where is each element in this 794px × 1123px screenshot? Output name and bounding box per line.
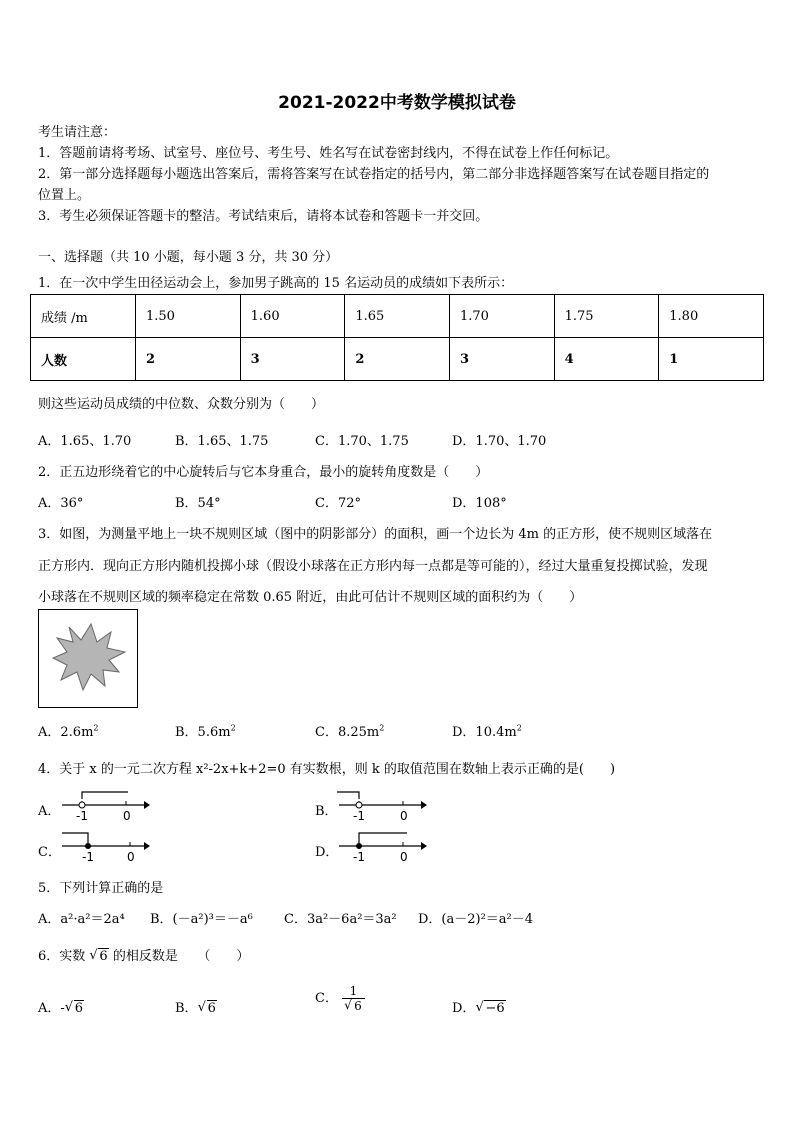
number-line-c [58, 831, 150, 865]
table-cell: 1.60 [240, 295, 345, 338]
sqrt-expression: √ 6 [89, 949, 108, 964]
option-c[interactable]: C． 1 √ 6 [315, 984, 365, 1013]
table-cell: 1 [659, 338, 764, 381]
option-a[interactable]: A． [38, 804, 61, 819]
table-cell: 2 [136, 338, 241, 381]
notice-item: 位置上。 [38, 188, 91, 203]
question-5-stem: 5．下列计算正确的是 [38, 881, 164, 896]
question-6-stem: 6．实数 √ 6 的相反数是 （ ） [38, 945, 249, 964]
irregular-region-icon [39, 610, 137, 707]
tick-label: -1 [82, 850, 94, 864]
table-cell: 2 [345, 338, 450, 381]
table-cell: 人数 [31, 338, 136, 381]
notice-item: 3．考生必须保证答题卡的整洁。考试结束后，请将本试卷和答题卡一并交回。 [38, 209, 489, 224]
option-a[interactable]: A．$2.6m^2$ [38, 723, 99, 740]
question-3-line: 正方形内．现向正方形内随机投掷小球（假设小球落在正方形内每一点都是等可能的），经过大量重复投掷试验，发现 [38, 559, 708, 574]
table-cell: 1.80 [659, 295, 764, 338]
option-a[interactable]: A．36° [38, 496, 84, 511]
table-cell: 1.70 [449, 295, 554, 338]
question-1-ask: 则这些运动员成绩的中位数、众数分别为（ ） [38, 397, 325, 412]
option-b[interactable]: B． [315, 804, 338, 819]
option-c[interactable]: C． [38, 845, 61, 860]
table-cell: 1.65 [345, 295, 450, 338]
option-b[interactable]: B．(－a²)³＝－a⁶ [150, 912, 253, 927]
option-d[interactable]: D．$10.4m^2$ [452, 723, 522, 740]
square-figure [38, 609, 138, 708]
question-4-stem: 4．关于 x 的一元二次方程 x²-2x+k+2=0 有实数根，则 k 的取值范围在数轴上表示正确的是( ) [38, 762, 616, 777]
fraction: 1 √ 6 [342, 984, 365, 1013]
tick-label: -1 [76, 809, 88, 823]
option-b[interactable]: B．√ 6 [175, 997, 217, 1016]
tick-label: 0 [127, 850, 135, 864]
option-a[interactable]: A．a²·a²＝2a⁴ [38, 912, 125, 927]
tick-label: 0 [400, 850, 408, 864]
option-d[interactable]: D．108° [452, 496, 507, 511]
table-cell: 3 [449, 338, 554, 381]
question-1-stem: 1．在一次中学生田径运动会上，参加男子跳高的 15 名运动员的成绩如下表所示： [38, 276, 514, 291]
number-line-a [58, 790, 150, 824]
question-3-line: 小球落在不规则区域的频率稳定在常数 0.65 附近，由此可估计不规则区域的面积约为（ ） [38, 590, 583, 605]
option-c[interactable]: C．3a²－6a²＝3a² [284, 912, 397, 927]
tick-label: 0 [400, 809, 408, 823]
tick-label: 0 [123, 809, 131, 823]
notice-heading: 考生请注意： [38, 125, 117, 140]
option-a[interactable]: A．-√ 6 [38, 997, 84, 1016]
table-row [31, 295, 764, 338]
question-2-stem: 2．正五边形绕着它的中心旋转后与它本身重合，最小的旋转角度数是（ ） [38, 465, 489, 480]
table-cell: 1.50 [136, 295, 241, 338]
table-cell: 4 [554, 338, 659, 381]
table-cell: 1.75 [554, 295, 659, 338]
section-heading: 一、选择题（共 10 小题，每小题 3 分，共 30 分） [38, 250, 339, 265]
option-b[interactable]: B．54° [175, 496, 221, 511]
question-3-line: 3．如图，为测量平地上一块不规则区域（图中的阴影部分）的面积，画一个边长为 4m 的正方形，使不规则区域落在 [38, 527, 713, 542]
notice-item: 1．答题前请将考场、试室号、座位号、考生号、姓名写在试卷密封线内，不得在试卷上作任何标记。 [38, 146, 619, 161]
tick-label: -1 [353, 850, 365, 864]
score-table [30, 294, 764, 381]
option-c[interactable]: C．1.70、1.75 [315, 434, 409, 449]
option-b[interactable]: B．1.65、1.75 [175, 434, 269, 449]
number-line-b [335, 790, 427, 824]
page-title: 2021-2022中考数学模拟试卷 [278, 93, 516, 113]
option-d[interactable]: D． [315, 845, 339, 860]
option-d[interactable]: D．1.70、1.70 [452, 434, 547, 449]
number-line-d [335, 831, 427, 865]
option-c[interactable]: C．72° [315, 496, 361, 511]
notice-item: 2．第一部分选择题每小题选出答案后，需将答案写在试卷指定的括号内，第二部分非选择题答案写在试卷题目指定的 [38, 167, 710, 182]
table-cell: 3 [240, 338, 345, 381]
tick-label: -1 [353, 809, 365, 823]
option-b[interactable]: B．$5.6m^2$ [175, 723, 236, 740]
table-row [31, 338, 764, 381]
option-d[interactable]: D．√ −6 [452, 997, 506, 1016]
option-c[interactable]: C．$8.25m^2$ [315, 723, 385, 740]
table-cell: 成绩 /m [31, 295, 136, 338]
option-d[interactable]: D．(a－2)²＝a²－4 [418, 912, 534, 927]
option-a[interactable]: A．1.65、1.70 [38, 434, 132, 449]
